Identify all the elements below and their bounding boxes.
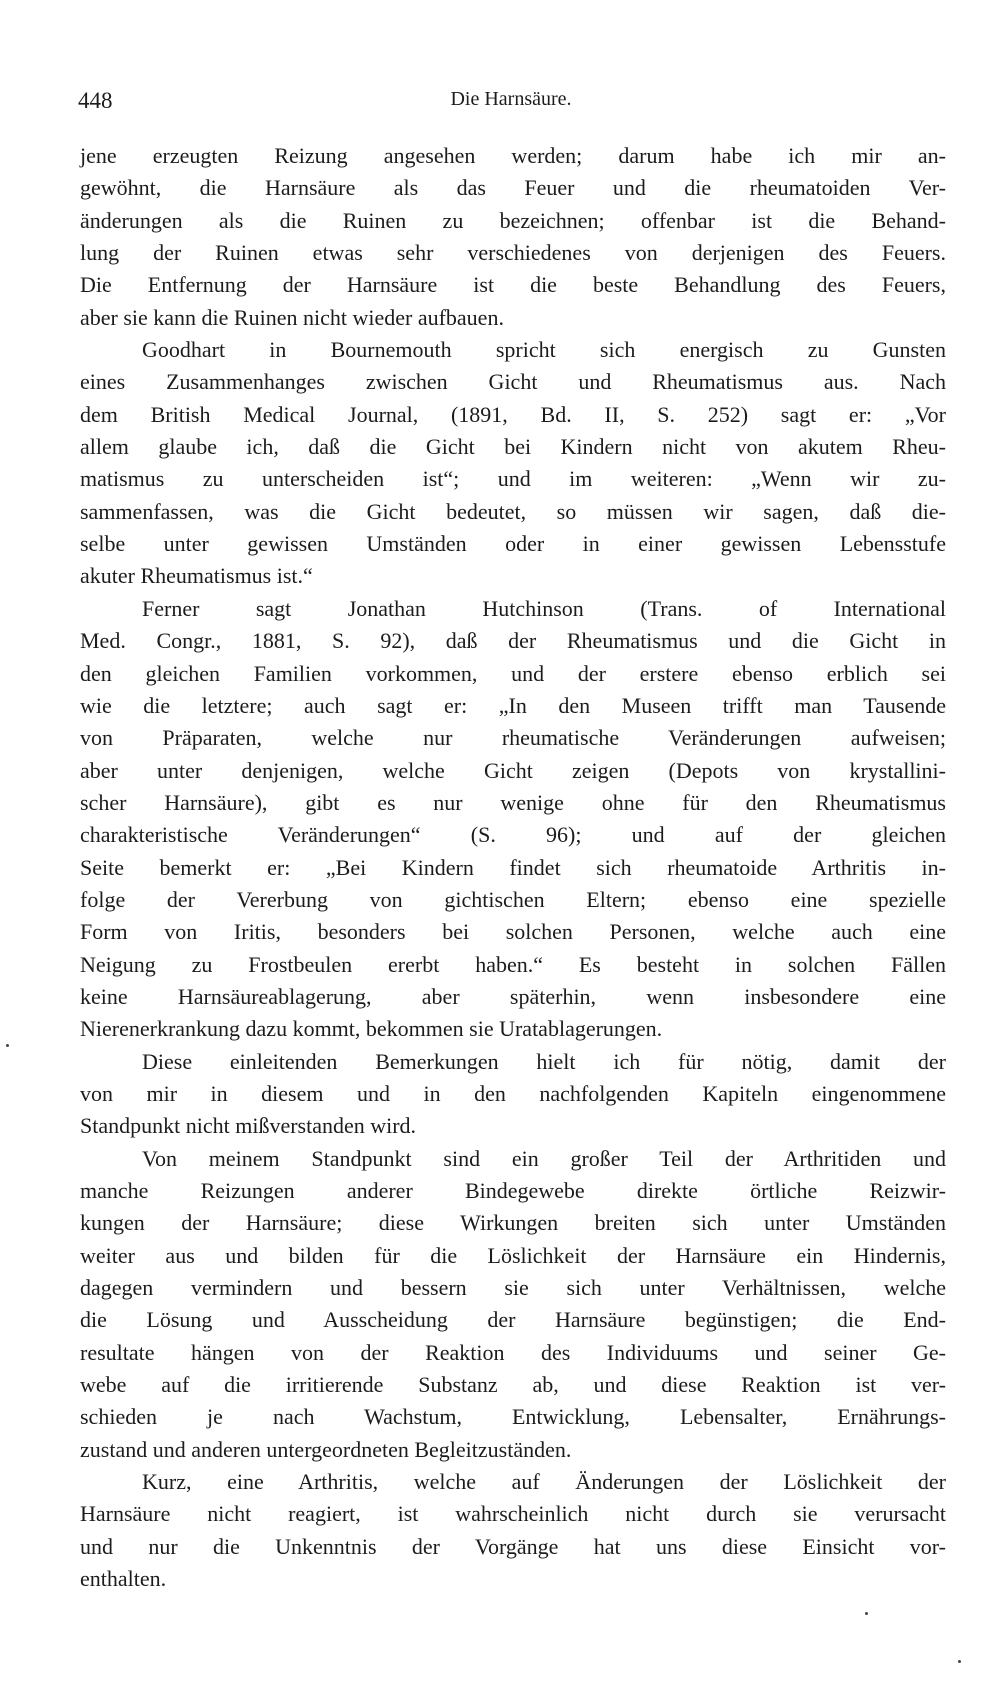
- text-line: folge der Vererbung von gichtischen Eltern; ebenso eine spezielle: [80, 886, 946, 912]
- text-line: änderungen als die Ruinen zu bezeichnen; offenbar ist die Behand-: [80, 207, 946, 233]
- text-line: resultate hängen von der Reaktion des Individuums und seiner Ge-: [80, 1339, 946, 1365]
- text-line: Die Entfernung der Harnsäure ist die beste Behandlung des Feuers,: [80, 272, 946, 298]
- text-line: akuter Rheumatismus ist.“: [80, 563, 313, 589]
- text-line: dem British Medical Journal, (1891, Bd. II, S. 252) sagt er: „Vor: [80, 401, 946, 427]
- text-line: Seite bemerkt er: „Bei Kindern findet sich rheumatoide Arthritis in-: [80, 854, 946, 880]
- text-line: Nierenerkrankung dazu kommt, bekommen sie Uratablagerungen.: [80, 1016, 663, 1042]
- text-line: scher Harnsäure), gibt es nur wenige ohne für den Rheumatismus: [80, 789, 946, 815]
- running-head: [78, 88, 944, 118]
- page-number: 448: [78, 88, 113, 113]
- text-line: aber unter denjenigen, welche Gicht zeigen (Depots von krystallini-: [80, 757, 946, 783]
- text-line: Standpunkt nicht mißverstanden wird.: [80, 1113, 417, 1139]
- text-line: charakteristische Veränderungen“ (S. 96); und auf der gleichen: [80, 822, 946, 848]
- text-line: weiter aus und bilden für die Löslichkeit der Harnsäure ein Hindernis,: [80, 1242, 946, 1268]
- text-line: zustand und anderen untergeordneten Begleitzuständen.: [80, 1436, 572, 1462]
- text-line: von mir in diesem und in den nachfolgenden Kapiteln eingenommene: [80, 1080, 946, 1106]
- text-line: selbe unter gewissen Umständen oder in einer gewissen Lebensstufe: [80, 531, 946, 557]
- text-line: webe auf die irritierende Substanz ab, und diese Reaktion ist ver-: [80, 1372, 946, 1398]
- text-line: Neigung zu Frostbeulen ererbt haben.“ Es besteht in solchen Fällen: [80, 951, 946, 977]
- text-line: Med. Congr., 1881, S. 92), daß der Rheumatismus und die Gicht in: [80, 628, 946, 654]
- scan-speck: [865, 1612, 868, 1615]
- text-line: Form von Iritis, besonders bei solchen Personen, welche auch eine: [80, 919, 946, 945]
- text-line: dagegen vermindern und bessern sie sich unter Verhältnissen, welche: [80, 1275, 946, 1301]
- text-line: Kurz, eine Arthritis, welche auf Änderungen der Löslichkeit der: [142, 1469, 946, 1495]
- text-line: Harnsäure nicht reagiert, ist wahrscheinlich nicht durch sie verursacht: [80, 1501, 946, 1527]
- text-line: matismus zu unterscheiden ist“; und im weiteren: „Wenn wir zu-: [80, 466, 946, 492]
- text-line: wie die letztere; auch sagt er: „In den Museen trifft man Tausende: [80, 692, 946, 718]
- scan-speck: [958, 1660, 961, 1663]
- text-line: Goodhart in Bournemouth spricht sich energisch zu Gunsten: [142, 337, 946, 363]
- text-line: den gleichen Familien vorkommen, und der erstere ebenso erblich sei: [80, 660, 946, 686]
- text-line: Ferner sagt Jonathan Hutchinson (Trans. of International: [142, 595, 946, 621]
- text-line: kungen der Harnsäure; diese Wirkungen breiten sich unter Umständen: [80, 1210, 946, 1236]
- text-line: allem glaube ich, daß die Gicht bei Kindern nicht von akutem Rheu-: [80, 434, 946, 460]
- text-line: sammenfassen, was die Gicht bedeutet, so müssen wir sagen, daß die-: [80, 498, 946, 524]
- running-title: Die Harnsäure.: [450, 88, 572, 110]
- text-line: die Lösung und Ausscheidung der Harnsäure begünstigen; die End-: [80, 1307, 946, 1333]
- scan-speck: [6, 1044, 9, 1047]
- text-line: jene erzeugten Reizung angesehen werden; darum habe ich mir an-: [80, 143, 946, 168]
- text-line: manche Reizungen anderer Bindegewebe direkte örtliche Reizwir-: [80, 1178, 946, 1203]
- text-line: lung der Ruinen etwas sehr verschiedenes von derjenigen des Feuers.: [80, 240, 946, 266]
- text-line: eines Zusammenhanges zwischen Gicht und Rheumatismus aus. Nach: [80, 369, 946, 395]
- text-line: und nur die Unkenntnis der Vorgänge hat uns diese Einsicht vor-: [80, 1533, 946, 1559]
- text-line: enthalten.: [80, 1566, 167, 1592]
- text-line: aber sie kann die Ruinen nicht wieder aufbauen.: [80, 304, 504, 330]
- body-text: [80, 140, 946, 1595]
- text-line: keine Harnsäureablagerung, aber späterhin, wenn insbesondere eine: [80, 983, 946, 1009]
- text-line: schieden je nach Wachstum, Entwicklung, Lebensalter, Ernährungs-: [80, 1404, 946, 1430]
- text-line: von Präparaten, welche nur rheumatische Veränderungen aufweisen;: [80, 725, 946, 751]
- text-line: Von meinem Standpunkt sind ein großer Teil der Arthritiden und: [142, 1145, 946, 1171]
- text-line: Diese einleitenden Bemerkungen hielt ich für nötig, damit der: [142, 1048, 946, 1074]
- text-line: gewöhnt, die Harnsäure als das Feuer und die rheumatoiden Ver-: [80, 175, 946, 201]
